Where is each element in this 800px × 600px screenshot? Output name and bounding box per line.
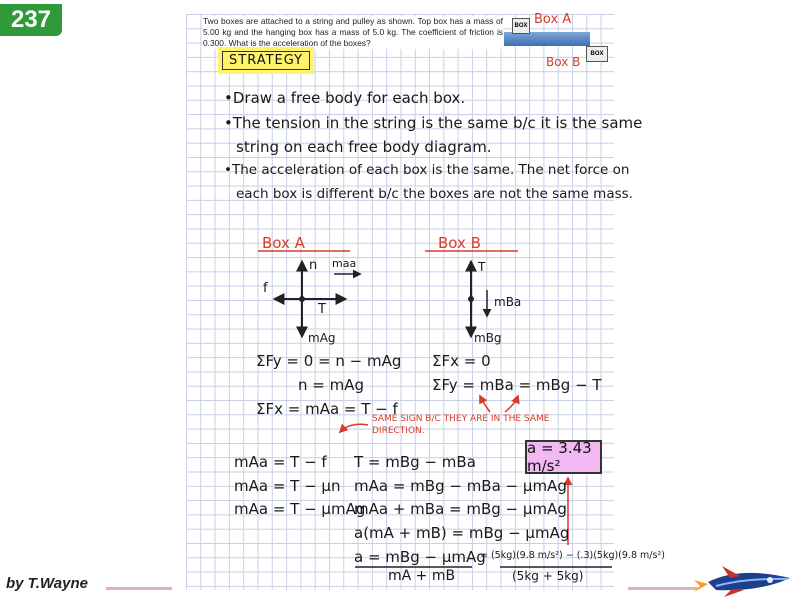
strategy-heading: STRATEGY: [222, 51, 310, 70]
author-credit: by T.Wayne: [6, 575, 88, 592]
box-a-weight-label: mAg: [308, 331, 336, 345]
step-right-3: mAa + mBa = mBg − μmAg: [354, 500, 567, 518]
box-a-figure-label: Box A: [534, 12, 572, 27]
box-b-weight-label: mBg: [474, 331, 502, 345]
box-a-eq1: ΣFy = 0 = n − mAg: [256, 352, 402, 370]
slide-number-badge: 237: [0, 4, 62, 36]
box-a-friction-label: f: [263, 281, 268, 296]
step-right-5: a = mBg − μmAg: [354, 548, 486, 566]
box-a-graphic: BOX: [512, 18, 530, 34]
box-a-normal-label: n: [309, 258, 318, 273]
box-a-tension-label: T: [318, 302, 326, 317]
box-a-accel-label: maa: [332, 257, 357, 270]
box-b-accel-label: mBa: [494, 295, 522, 309]
answer-box: a = 3.43 m/s²: [525, 440, 602, 474]
step-left-2: mAa = T − μn: [234, 477, 341, 495]
bullet-1: •Draw a free body for each box.: [224, 89, 466, 107]
box-b-eq2: ΣFy = mBa = mBg − T: [432, 376, 602, 394]
bullet-3-cont: each box is different b/c the boxes are not the same mass.: [236, 186, 633, 202]
step-right-5-denominator: mA + mB: [388, 568, 456, 584]
same-sign-note: SAME SIGN B/C THEY ARE IN THE SAME: [372, 414, 550, 424]
same-sign-note-cont: DIRECTION.: [372, 426, 425, 436]
bullet-2-cont: string on each free body diagram.: [236, 138, 492, 156]
box-b-eq1: ΣFx = 0: [432, 352, 491, 370]
box-a-eq3: ΣFx = mAa = T − f: [256, 400, 398, 418]
box-b-graphic: BOX: [586, 46, 608, 62]
rocket-icon: [694, 566, 790, 597]
box-b-tension-label: T: [478, 260, 486, 274]
step-right-2: mAa = mBg − mBa − μmAg: [354, 477, 567, 495]
bullet-2: •The tension in the string is the same b/c it is the same: [224, 114, 643, 132]
numeric-denominator: (5kg + 5kg): [512, 569, 584, 583]
box-b-title: Box B: [438, 234, 481, 252]
step-right-1: T = mBg − mBa: [354, 453, 476, 471]
bullet-3: •The acceleration of each box is the same. The net force on: [224, 162, 630, 178]
step-right-4: a(mA + mB) = mBg − μmAg: [354, 524, 570, 542]
problem-statement: Two boxes are attached to a string and pulley as shown. Top box has a mass of 5.00 kg and the hanging box has a mass of 5.0 kg. The coefficient of friction is 0.300. What is the acceleration of the boxes?: [203, 16, 503, 48]
box-a-title: Box A: [262, 234, 305, 252]
step-left-1: mAa = T − f: [234, 453, 327, 471]
box-a-eq2: n = mAg: [298, 376, 365, 394]
numeric-numerator: = (5kg)(9.8 m/s²) − (.3)(5kg)(9.8 m/s²): [480, 550, 665, 561]
box-b-figure-label: Box B: [546, 55, 581, 69]
step-left-3: mAa = T − μmAg: [234, 500, 366, 518]
